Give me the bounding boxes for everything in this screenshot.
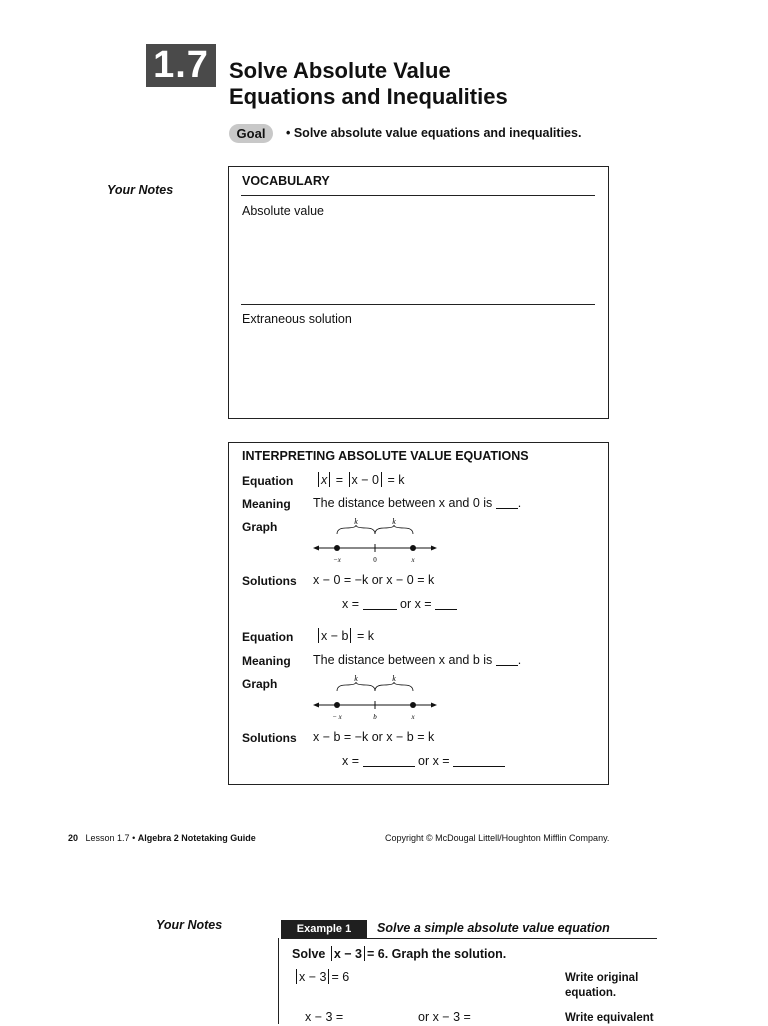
example-step-2-left: x − 3 = [305,1010,344,1024]
arrow-right-icon [431,703,437,708]
tick-label-right: x [411,713,415,721]
goal-badge: Goal [229,124,273,143]
your-notes-label: Your Notes [156,918,223,932]
meaning-2: The distance between x and b is . [313,653,522,667]
solutions-label: Solutions [242,574,297,588]
tick-label-left: − x [332,713,342,721]
tick-label-center: 0 [373,556,377,564]
lesson-number-badge: 1.7 [146,44,216,87]
vocabulary-divider [241,195,595,196]
example-title: Solve a simple absolute value equation [377,921,610,935]
vocabulary-divider [241,304,595,305]
point-right [410,702,416,708]
example-rule [281,938,657,939]
solutions-2-line2: x = or x = [342,754,505,768]
number-line-graph-2 [310,673,440,725]
solutions-2-line1: x − b = −k or x − b = k [313,730,435,744]
step-1-note [565,971,638,1001]
step-1-note-line-2: equation. [565,987,617,999]
meaning-1: The distance between x and 0 is . [313,496,522,510]
meaning-label: Meaning [242,497,291,511]
vocab-term-extraneous-solution: Extraneous solution [242,312,352,326]
brace-right [375,682,413,691]
tick-label-center: b [373,713,377,721]
equation-label: Equation [242,630,294,644]
solutions-label: Solutions [242,731,297,745]
graph-label: Graph [242,520,278,534]
k-label-right: k [392,674,396,683]
page-number: 20 [68,833,79,843]
number-line-graph-1 [310,516,440,568]
point-left [334,545,340,551]
tick-label-right: x [411,556,415,564]
book-title: Algebra 2 Notetaking Guide [137,833,256,843]
equation-2: x − b = k [316,628,374,643]
your-notes-label: Your Notes [107,183,174,197]
title-line-2: Equations and Inequalities [229,84,508,109]
equation-label: Equation [242,474,294,488]
brace-left [337,682,375,691]
brace-right [375,525,413,534]
example-prompt: Solve x − 3 = 6. Graph the solution. [292,947,507,961]
example-left-border [278,938,279,1024]
k-label-left: k [354,517,358,526]
title-line-1: Solve Absolute Value [229,58,451,83]
brace-left [337,525,375,534]
arrow-left-icon [313,703,319,708]
solutions-1-line2: x = or x = [342,597,457,611]
copyright: Copyright © McDougal Littell/Houghton Mifflin Company. [385,833,610,843]
arrow-left-icon [313,546,319,551]
meaning-label: Meaning [242,654,291,668]
page-footer [68,833,256,843]
arrow-right-icon [431,546,437,551]
interpreting-heading: INTERPRETING ABSOLUTE VALUE EQUATIONS [242,449,529,463]
point-left [334,702,340,708]
step-2-note: Write equivalent [565,1012,654,1024]
k-label-right: k [392,517,396,526]
example-step-1: x − 3 = 6 [294,969,349,984]
example-step-2-right: or x − 3 = [418,1010,471,1024]
equation-1: x = x − 0 = k [316,472,405,487]
vocabulary-heading: VOCABULARY [242,174,330,188]
lesson-ref: Lesson 1.7 • [85,833,136,843]
example-tag: Example 1 [281,920,367,938]
step-1-note-line-1: Write original [565,972,639,984]
k-label-left: k [354,674,358,683]
graph-label: Graph [242,677,278,691]
page-title [229,58,508,110]
vocab-term-absolute-value: Absolute value [242,204,325,218]
goal-text: • Solve absolute value equations and inequalities. [286,126,582,140]
solutions-1-line1: x − 0 = −k or x − 0 = k [313,573,435,587]
tick-label-left: −x [333,556,341,564]
point-right [410,545,416,551]
